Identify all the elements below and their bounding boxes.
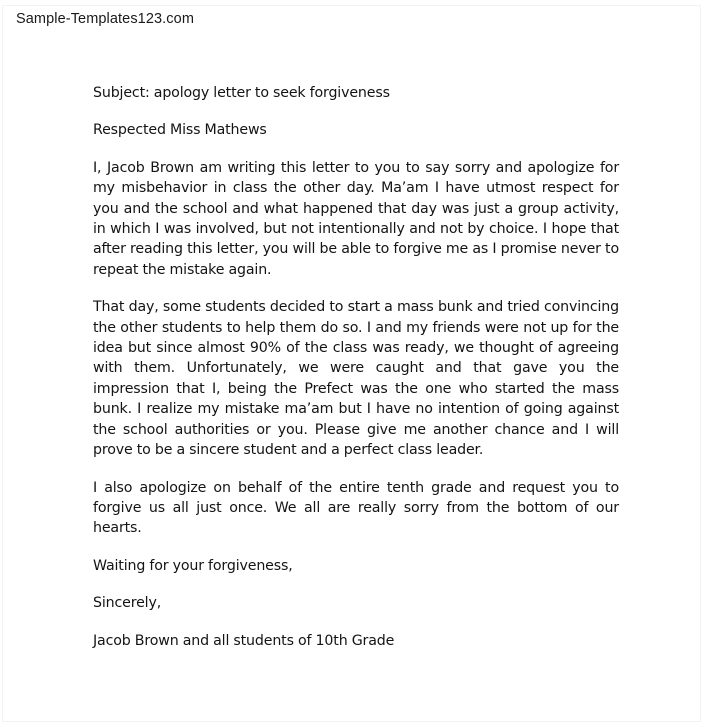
spacer-after-subject <box>93 103 619 120</box>
letter-paragraph-2: That day, some students decided to start a mass bunk and tried convincing the other students to help them do so. I and my friends were not up for the idea but since almost 90% of the class was ready, we thought of agreeing with them. Unfortunately, we were caught and that gave you the impression that I, being the Prefect was the one who started the mass bunk. I realize my mistake ma’am but I have no intention of going against the school authorities or you. Please give me another chance and I will prove to be a sincere student and a perfect class leader. <box>93 299 619 459</box>
letter-closing-line: Waiting for your forgiveness, <box>93 557 293 574</box>
letter-paragraph-3: I also apologize on behalf of the entire tenth grade and request you to forgive us all just once. We all are really sorry from the bottom of our hearts. <box>93 479 619 537</box>
spacer-after-paragraph-3 <box>93 539 619 556</box>
spacer-after-closing-line <box>93 576 619 593</box>
letter-signoff: Sincerely, <box>93 595 162 612</box>
site-watermark: Sample-Templates123.com <box>16 11 194 27</box>
spacer-after-paragraph-1 <box>93 280 619 297</box>
page-edge-right <box>700 6 701 722</box>
letter-paragraph-1: I, Jacob Brown am writing this letter to you to say sorry and apologize for my misbehavior in class the other day. Ma’am I have utmost respect for you and the school and what happened that day was just a group activity, in which I was involved, but not intentionally and not by choice. I hope that after reading this letter, you will be able to forgive me as I promise never to repeat the mistake again. <box>93 159 619 278</box>
page-edge-top <box>2 5 701 6</box>
page-edge-bottom <box>2 721 701 722</box>
letter-signature: Jacob Brown and all students of 10th Grade <box>93 632 395 649</box>
spacer-after-signoff <box>93 614 619 631</box>
spacer-after-paragraph-2 <box>93 461 619 478</box>
letter-subject: Subject: apology letter to seek forgiveness <box>93 85 390 101</box>
letter-salutation: Respected Miss Mathews <box>93 122 267 139</box>
spacer-after-salutation <box>93 141 619 158</box>
page-edge-left <box>2 6 3 722</box>
letter-content <box>93 83 619 651</box>
